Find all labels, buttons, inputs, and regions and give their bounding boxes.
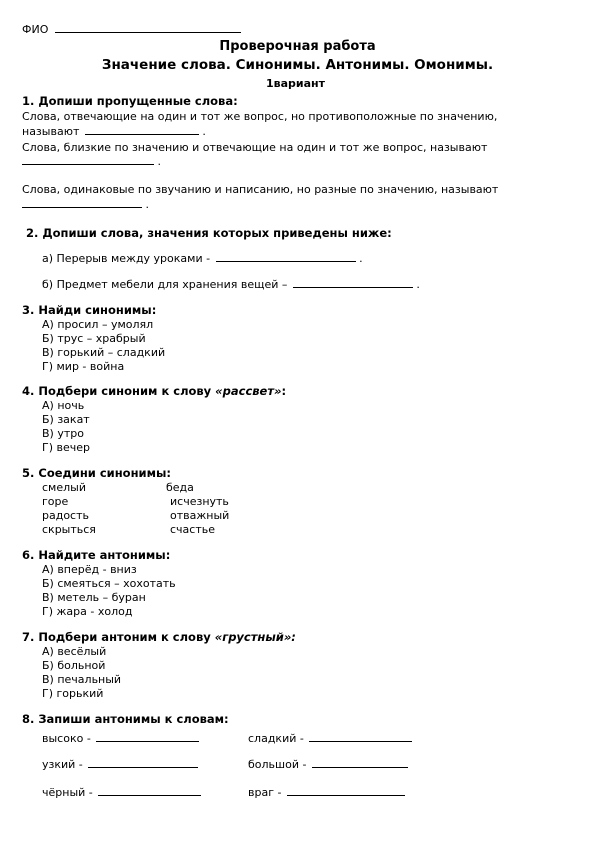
q1-dot-2: . xyxy=(157,155,161,168)
q8-word: узкий - xyxy=(42,758,83,771)
q8-word: высоко - xyxy=(42,732,91,745)
q4-title-word: «рассвет» xyxy=(215,384,282,398)
q1-line1: Слова, отвечающие на один и тот же вопрос, но противоположные по значению, xyxy=(22,110,498,123)
fio-row xyxy=(22,23,241,36)
q4-option[interactable]: В) утро xyxy=(42,427,84,440)
q1-blank-3[interactable] xyxy=(22,198,142,208)
q8-item xyxy=(248,758,408,771)
q8-blank[interactable] xyxy=(96,732,199,742)
q4-option[interactable]: Г) вечер xyxy=(42,441,90,454)
fio-label: ФИО xyxy=(22,23,49,36)
q3-option[interactable]: А) просил – умолял xyxy=(42,318,154,331)
q3-option[interactable]: Б) трус – храбрый xyxy=(42,332,146,345)
q1-title: 1. Допиши пропущенные слова: xyxy=(22,94,238,108)
q6-option[interactable]: Г) жара - холод xyxy=(42,605,133,618)
q4-option[interactable]: А) ночь xyxy=(42,399,85,412)
q5-left-word[interactable]: скрыться xyxy=(42,523,96,536)
q1-dot-1: . xyxy=(202,125,206,138)
q1-line2 xyxy=(22,125,206,138)
q8-word: сладкий - xyxy=(248,732,304,745)
q1-blank-1[interactable] xyxy=(85,125,199,135)
q8-item xyxy=(42,758,198,771)
q8-word: большой - xyxy=(248,758,307,771)
q4-title-suffix: : xyxy=(281,384,287,398)
q3-option[interactable]: В) горький – сладкий xyxy=(42,346,166,359)
q7-options xyxy=(42,645,121,701)
q7-option[interactable]: А) весёлый xyxy=(42,645,107,658)
q7-title-word: «грустный»: xyxy=(214,630,296,644)
q2-blank-a[interactable] xyxy=(216,252,356,262)
q5-left-word[interactable]: горе xyxy=(42,495,69,508)
q5-left-word[interactable]: радость xyxy=(42,509,89,522)
q5-title: 5. Соедини синонимы: xyxy=(22,466,171,480)
page-subtitle: Значение слова. Синонимы. Антонимы. Омонимы. xyxy=(101,57,494,73)
q8-title: 8. Запиши антонимы к словам: xyxy=(22,712,229,726)
q5-left-word[interactable]: смелый xyxy=(42,481,86,494)
q8-item xyxy=(42,732,199,745)
q6-option[interactable]: А) вперёд - вниз xyxy=(42,563,137,576)
q7-option[interactable]: В) печальный xyxy=(42,673,122,686)
q2-dot-a: . xyxy=(359,252,363,265)
q7-title-prefix: 7. Подбери антоним к слову xyxy=(22,630,215,644)
q3-options xyxy=(42,318,165,374)
q4-title-prefix: 4. Подбери синоним к слову xyxy=(22,384,216,398)
q5-left-column xyxy=(42,481,96,537)
q2-blank-b[interactable] xyxy=(293,278,413,288)
q8-word: чёрный - xyxy=(42,786,93,799)
q2-item-a-label: а) Перерыв между уроками - xyxy=(42,252,211,265)
q2-dot-b: . xyxy=(416,278,420,291)
q6-options xyxy=(42,563,176,619)
q8-item xyxy=(42,786,201,799)
q1-line6 xyxy=(22,198,149,211)
q1-blank-2[interactable] xyxy=(22,155,154,165)
q8-blank[interactable] xyxy=(88,758,198,768)
page-title: Проверочная работа xyxy=(219,39,376,54)
q6-option[interactable]: Б) смеяться – хохотать xyxy=(42,577,176,590)
q1-dot-3: . xyxy=(145,198,149,211)
q8-word: враг - xyxy=(248,786,282,799)
q6-title: 6. Найдите антонимы: xyxy=(22,548,171,562)
q2-item-a xyxy=(42,252,363,265)
q1-line4 xyxy=(22,155,161,168)
q7-option[interactable]: Г) горький xyxy=(42,687,104,700)
q4-title xyxy=(22,384,286,398)
q3-title: 3. Найди синонимы: xyxy=(22,303,157,317)
q8-blank[interactable] xyxy=(309,732,412,742)
q8-item xyxy=(248,786,405,799)
q4-option[interactable]: Б) закат xyxy=(42,413,90,426)
q5-right-word[interactable]: исчезнуть xyxy=(170,495,229,508)
q5-right-word[interactable]: счастье xyxy=(170,523,215,536)
q5-right-word[interactable]: отважный xyxy=(170,509,230,522)
q8-item xyxy=(248,732,412,745)
q8-blank[interactable] xyxy=(287,786,405,796)
q4-options xyxy=(42,399,90,455)
q8-blank[interactable] xyxy=(98,786,201,796)
q7-title xyxy=(22,630,296,644)
q1-line3: Слова, близкие по значению и отвечающие на один и тот же вопрос, называют xyxy=(22,141,488,154)
q2-item-b-label: б) Предмет мебели для хранения вещей – xyxy=(42,278,288,291)
q2-title: 2. Допиши слова, значения которых приведены ниже: xyxy=(26,226,392,240)
q5-right-word[interactable]: беда xyxy=(166,481,194,494)
q3-option[interactable]: Г) мир - война xyxy=(42,360,125,373)
q1-line5: Слова, одинаковые по звучанию и написанию, но разные по значению, называют xyxy=(22,183,499,196)
q5-right-column xyxy=(166,481,229,537)
q7-option[interactable]: Б) больной xyxy=(42,659,106,672)
fio-blank[interactable] xyxy=(55,23,241,33)
q1-line2-prefix: называют xyxy=(22,125,80,138)
variant-label: 1вариант xyxy=(266,77,326,90)
q8-blank[interactable] xyxy=(312,758,408,768)
q2-item-b xyxy=(42,278,420,291)
q6-option[interactable]: В) метель – буран xyxy=(42,591,146,604)
